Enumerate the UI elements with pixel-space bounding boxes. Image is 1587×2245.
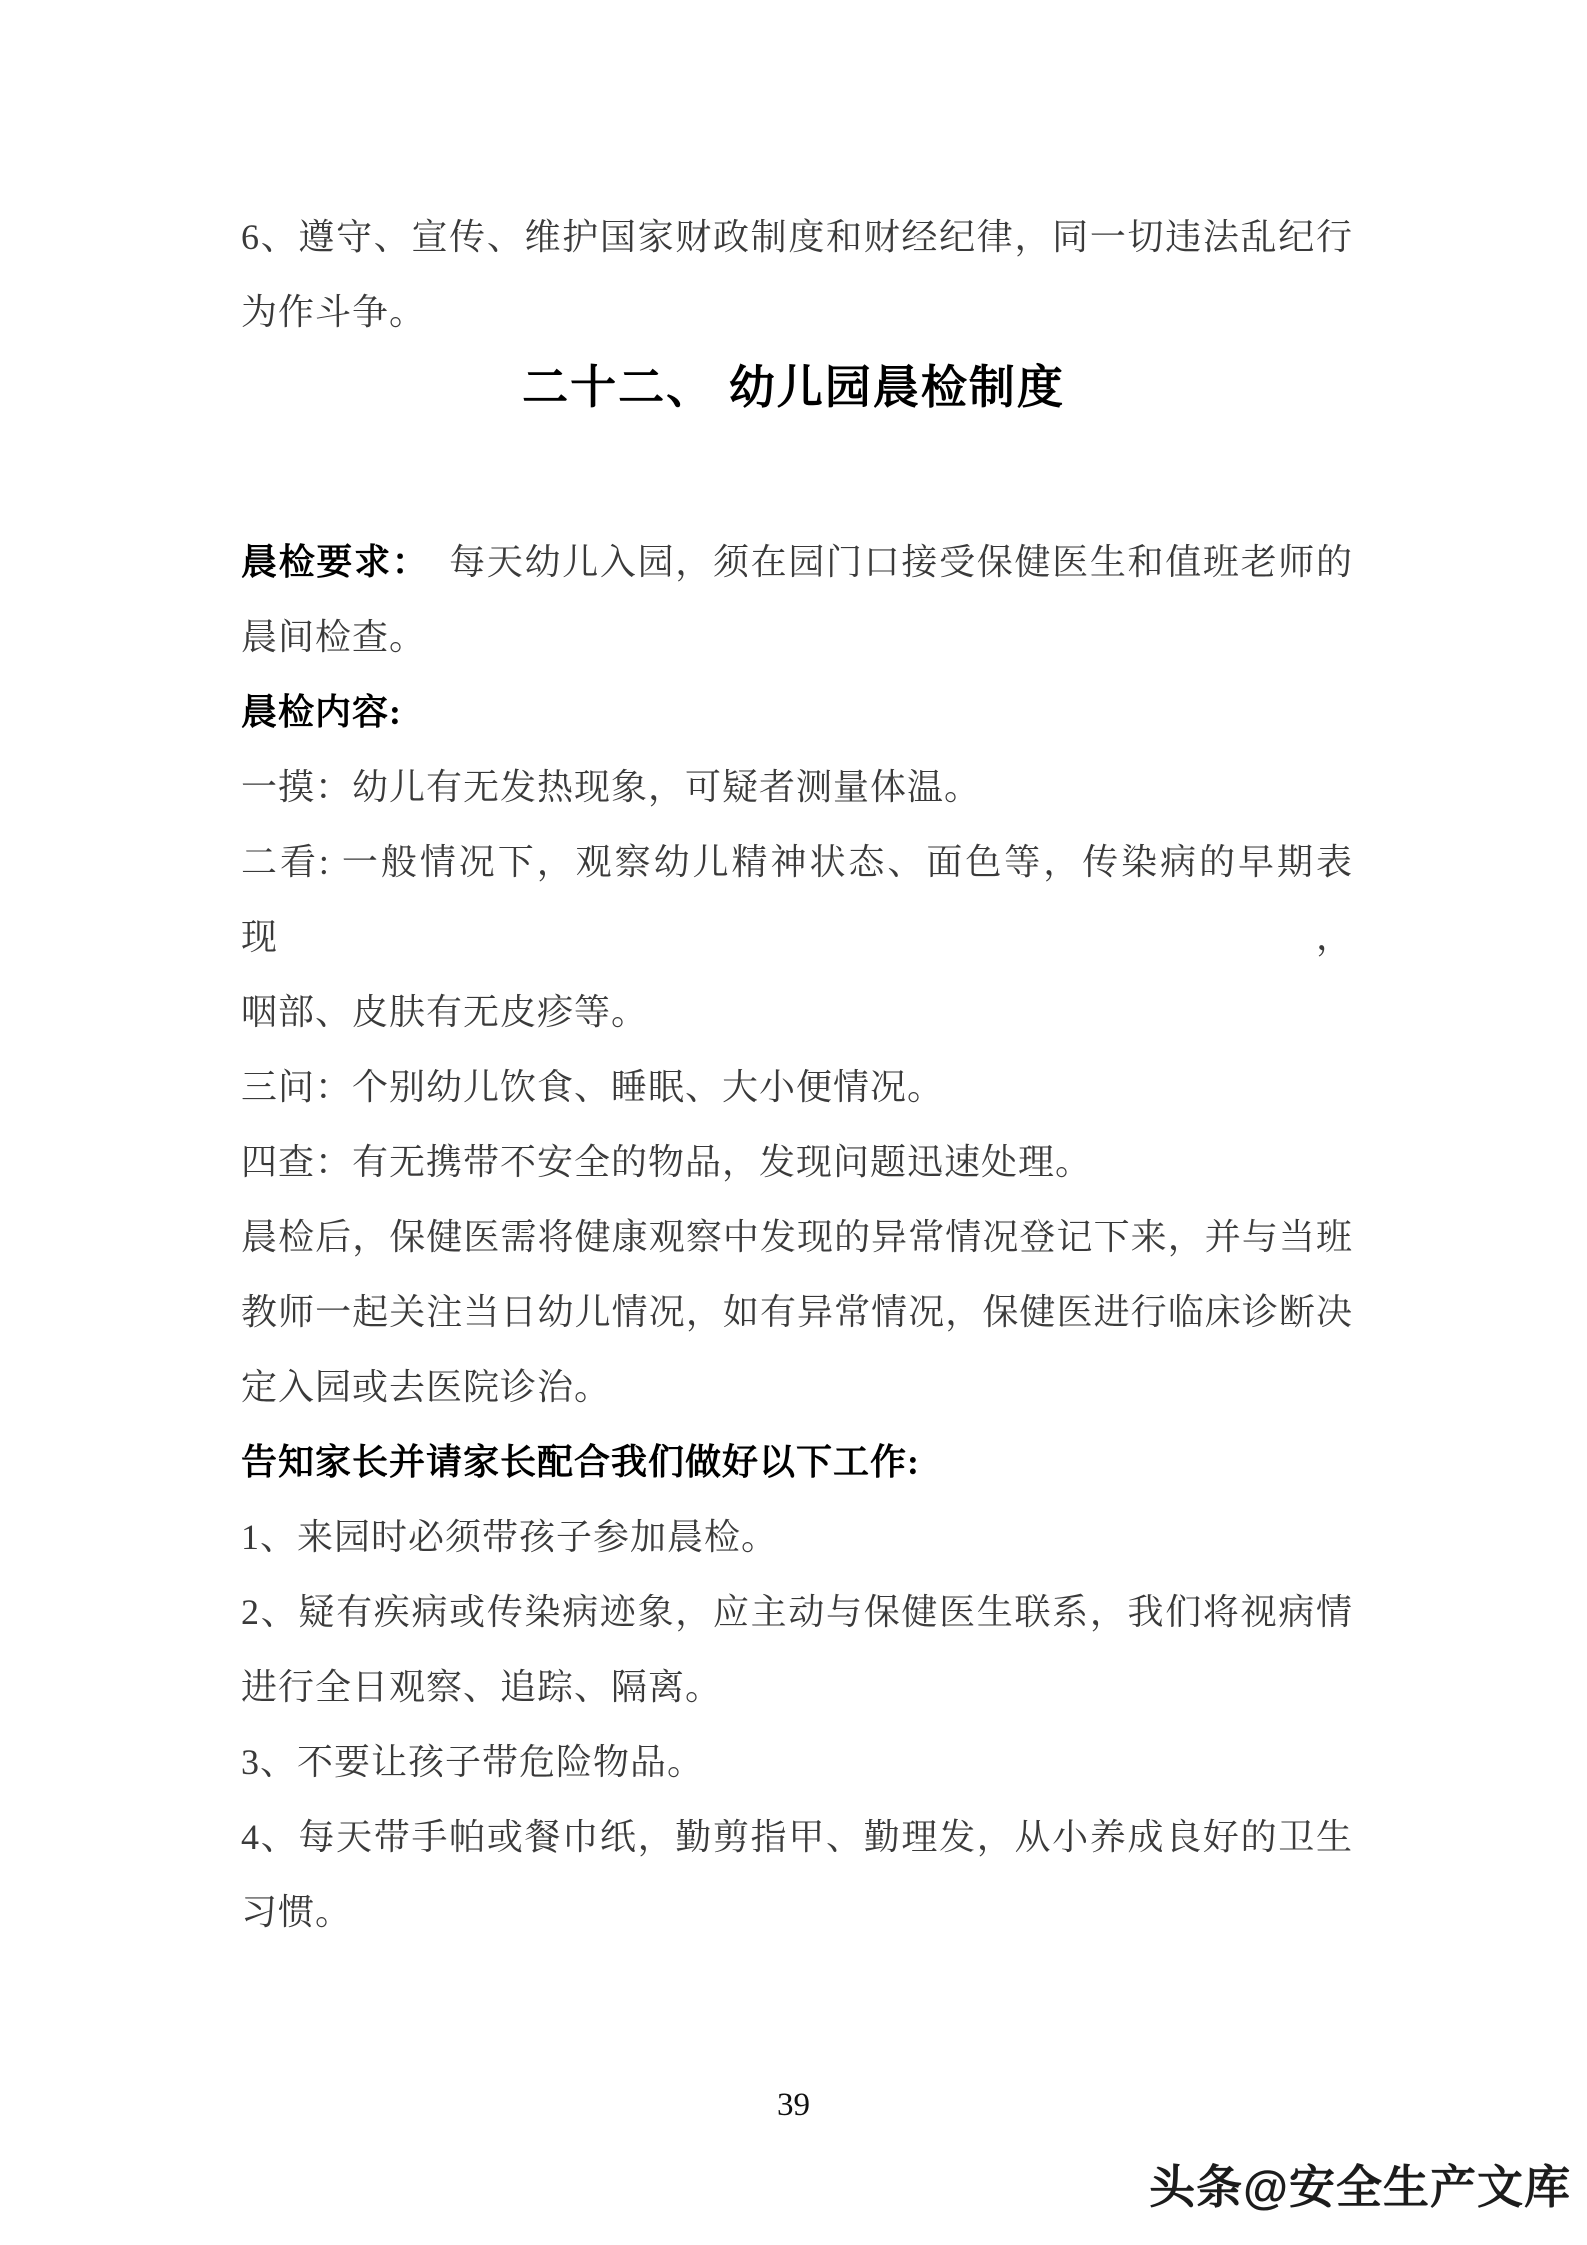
text-line — [241, 825, 1353, 975]
line-text: 四查：有无携带不安全的物品，发现问题迅速处理。 — [241, 1142, 1093, 1182]
line-text: 1、来园时必须带孩子参加晨检。 — [241, 1517, 779, 1557]
line-text: 教师一起关注当日幼儿情况，如有异常情况，保健医进行临床诊断决 — [241, 1292, 1353, 1332]
text-line — [241, 1500, 1353, 1575]
text-line — [241, 1725, 1353, 1800]
text-line — [241, 750, 1353, 825]
section-title: 二十二、 幼儿园晨检制度 — [522, 361, 1065, 413]
bold-label: 晨检内容: — [241, 692, 402, 732]
line-text: 定入园或去医院诊治。 — [241, 1367, 612, 1407]
line-text: 一摸：幼儿有无发热现象，可疑者测量体温。 — [241, 767, 982, 807]
text-line — [241, 525, 1353, 600]
text-line: 为作斗争。 — [241, 292, 427, 332]
line-text: 2、疑有疾病或传染病迹象，应主动与保健医生联系，我们将视病情 — [241, 1592, 1353, 1632]
text-line — [241, 1275, 1353, 1350]
line-text: 习惯。 — [241, 1892, 353, 1932]
bold-label: 告知家长并请家长配合我们做好以下工作: — [241, 1442, 920, 1482]
line-text: 咽部、皮肤有无皮疹等。 — [241, 992, 649, 1032]
text-line — [241, 1125, 1353, 1200]
line-text: 每天幼儿入园，须在园门口接受保健医生和值班老师的 — [411, 542, 1353, 582]
text-line — [241, 1875, 1353, 1950]
line-text: 4、每天带手帕或餐巾纸，勤剪指甲、勤理发，从小养成良好的卫生 — [241, 1817, 1353, 1857]
watermark: 头条@安全生产文库 — [1149, 2161, 1571, 2213]
line-text: 晨间检查。 — [241, 617, 427, 657]
line-text: 二看: 一般情况下，观察幼儿精神状态、面色等，传染病的早期表现， — [241, 842, 1353, 957]
text-line — [241, 675, 1353, 750]
bold-label: 晨检要求： — [241, 542, 412, 582]
text-line — [241, 975, 1353, 1050]
text-line — [241, 1575, 1353, 1650]
text-line — [241, 600, 1353, 675]
text-line — [241, 1800, 1353, 1875]
text-line — [241, 1425, 1353, 1500]
line-text: 晨检后，保健医需将健康观察中发现的异常情况登记下来，并与当班 — [241, 1217, 1353, 1257]
line-text: 三问：个别幼儿饮食、睡眠、大小便情况。 — [241, 1067, 945, 1107]
text-line — [241, 1200, 1353, 1275]
text-line — [241, 1350, 1353, 1425]
section-body — [241, 525, 1353, 1950]
page-number: 39 — [777, 2087, 810, 2123]
text-line — [241, 1050, 1353, 1125]
line-text: 3、不要让孩子带危险物品。 — [241, 1742, 705, 1782]
line-text: 进行全日观察、追踪、隔离。 — [241, 1667, 723, 1707]
text-line: 6、遵守、宣传、维护国家财政制度和财经纪律，同一切违法乱纪行 — [241, 217, 1353, 257]
text-line — [241, 1650, 1353, 1725]
intro-paragraph — [241, 200, 1353, 350]
